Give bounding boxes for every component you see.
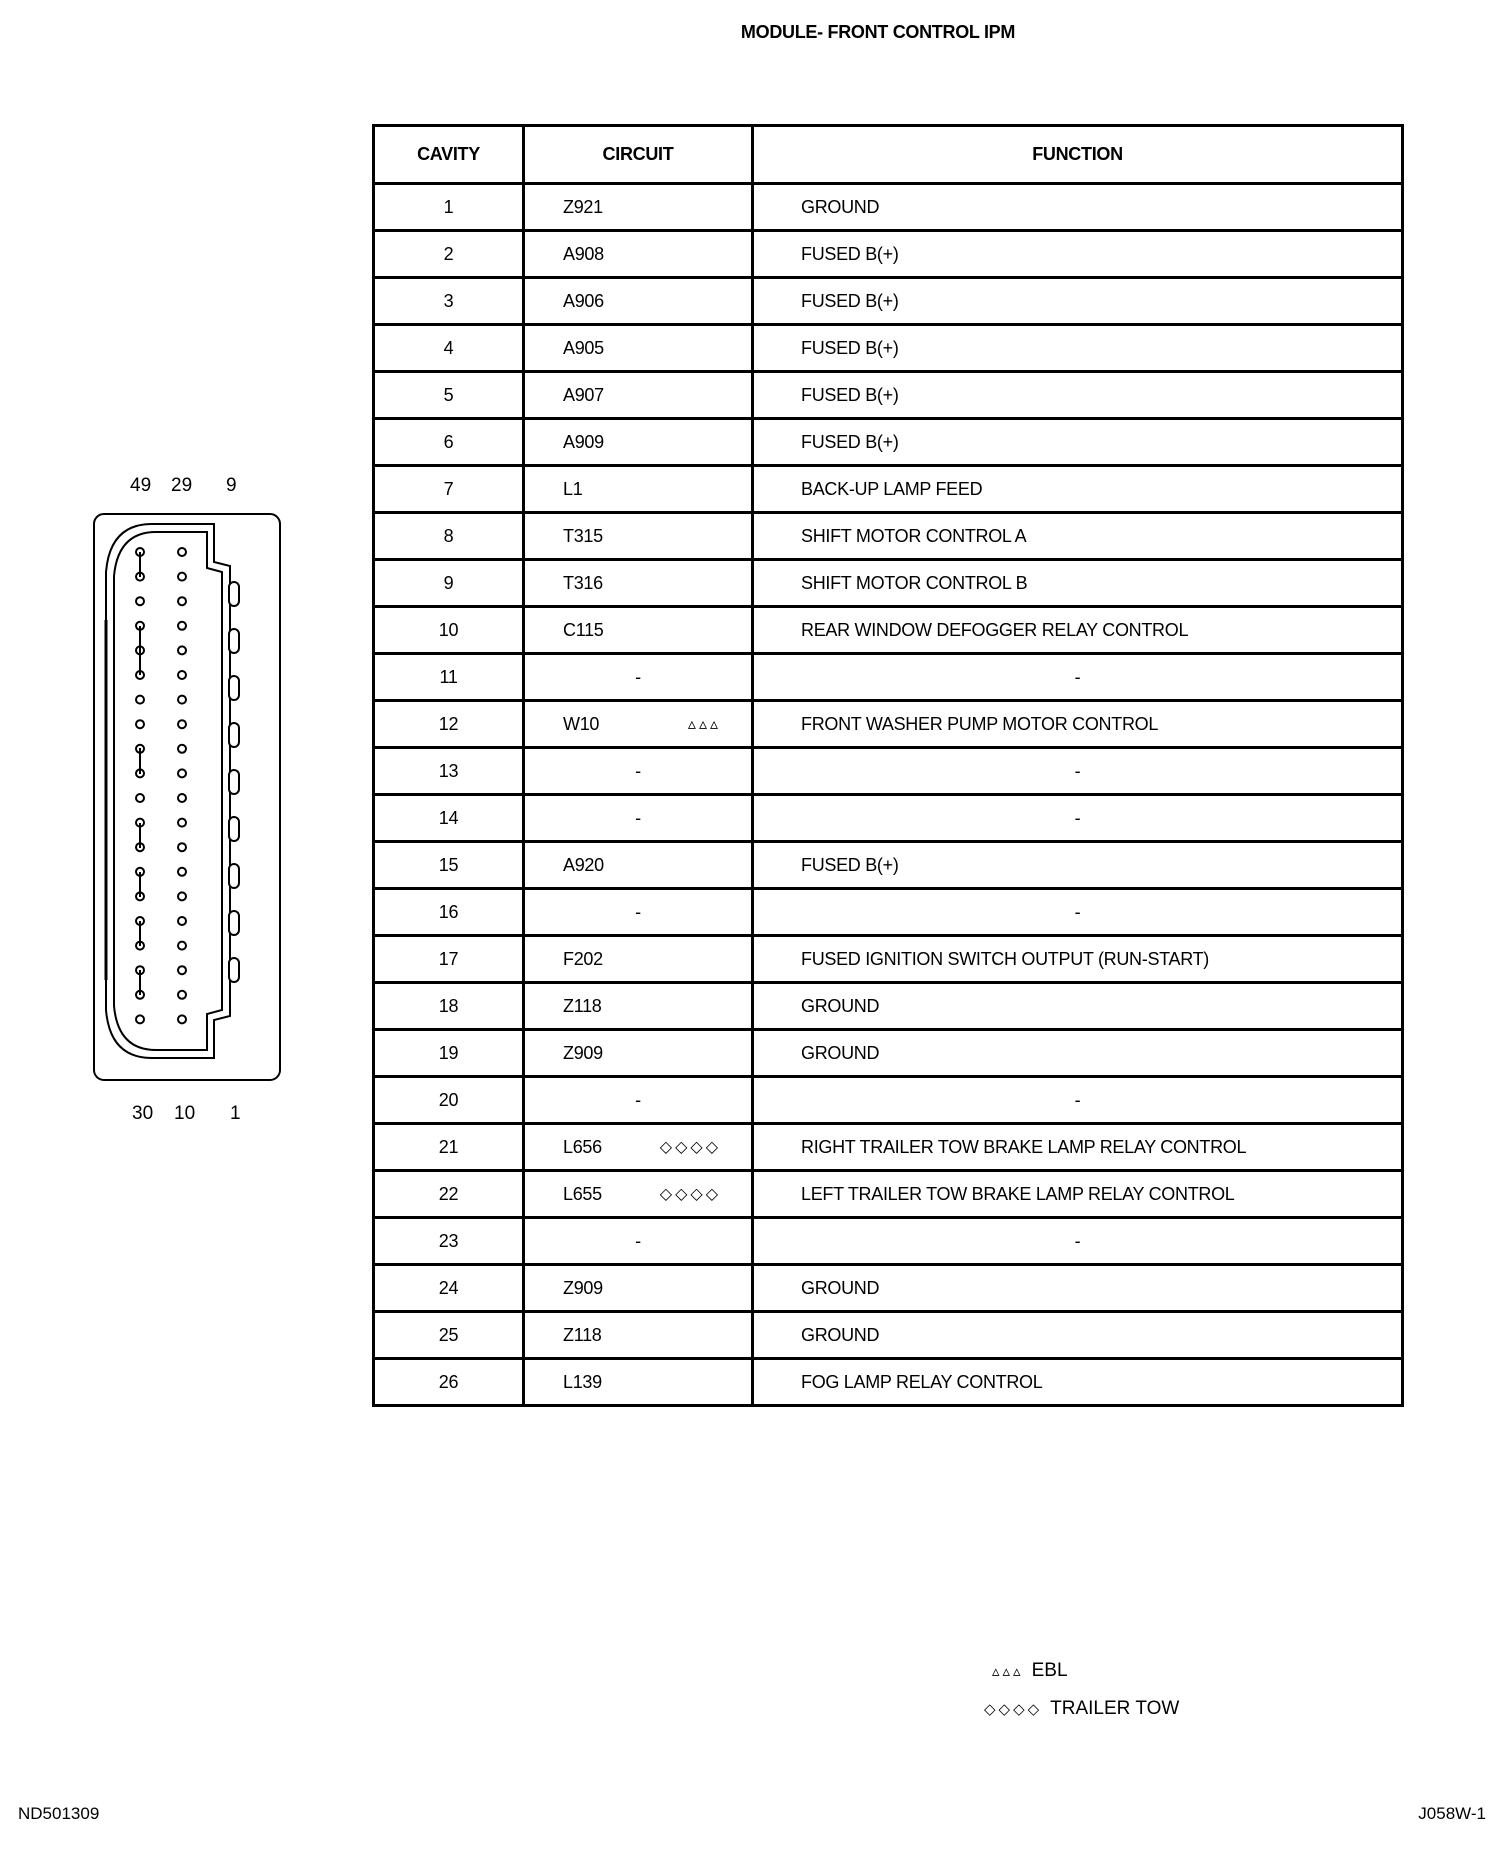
function-cell: - (753, 654, 1403, 701)
circuit-cell (524, 1218, 753, 1265)
trailer-tow-diamond-icon: ◇◇◇◇ (659, 1139, 721, 1156)
diamond-icon: ◇◇◇◇ (984, 1701, 1043, 1718)
cavity-cell: 22 (374, 1171, 524, 1218)
table-row (374, 936, 1403, 983)
circuit-cell (524, 889, 753, 936)
table-row (374, 983, 1403, 1030)
circuit-cell (524, 1265, 753, 1312)
circuit-code: T316 (563, 572, 603, 593)
triangle-icon: ▵▵▵ (992, 1663, 1024, 1680)
cavity-cell: 13 (374, 748, 524, 795)
connector-blade-terminal (229, 770, 239, 794)
connector-pin (178, 991, 186, 999)
connector-blade-terminal (229, 817, 239, 841)
connector-pin (178, 671, 186, 679)
table-row (374, 231, 1403, 278)
table-row (374, 1359, 1403, 1406)
circuit-code: L656 (563, 1136, 602, 1157)
circuit-cell (524, 607, 753, 654)
circuit-code: L139 (563, 1371, 602, 1392)
figure-id-left: ND501309 (18, 1804, 100, 1823)
function-cell: GROUND (753, 1265, 1403, 1312)
function-cell: SHIFT MOTOR CONTROL A (753, 513, 1403, 560)
circuit-cell (524, 466, 753, 513)
ebl-triangle-icon: ▵▵▵ (687, 716, 721, 733)
cavity-cell: 12 (374, 701, 524, 748)
connector-label-pin-1: 1 (230, 1103, 241, 1124)
connector-blade-terminal (229, 723, 239, 747)
table-row (374, 372, 1403, 419)
header-function: FUNCTION (753, 126, 1403, 184)
connector-inner-outline (106, 524, 230, 1058)
circuit-code: L1 (563, 478, 583, 499)
circuit-cell (524, 325, 753, 372)
circuit-code: Z118 (563, 995, 602, 1016)
circuit-code: Z921 (563, 196, 603, 217)
connector-pin (178, 573, 186, 581)
cavity-cell: 20 (374, 1077, 524, 1124)
circuit-cell (524, 1171, 753, 1218)
circuit-code: L655 (563, 1183, 602, 1204)
table-row (374, 1265, 1403, 1312)
table-row (374, 607, 1403, 654)
function-cell: SHIFT MOTOR CONTROL B (753, 560, 1403, 607)
connector-pin (178, 966, 186, 974)
table-row (374, 278, 1403, 325)
circuit-cell (524, 231, 753, 278)
table-row (374, 1218, 1403, 1265)
circuit-cell (524, 184, 753, 231)
function-cell: FUSED B(+) (753, 231, 1403, 278)
cavity-cell: 5 (374, 372, 524, 419)
cavity-cell: 2 (374, 231, 524, 278)
function-cell: FUSED B(+) (753, 325, 1403, 372)
connector-pin (178, 942, 186, 950)
table-row (374, 184, 1403, 231)
cavity-cell: 16 (374, 889, 524, 936)
cavity-cell: 11 (374, 654, 524, 701)
function-cell: FOG LAMP RELAY CONTROL (753, 1359, 1403, 1406)
circuit-code: W10 (563, 713, 600, 734)
connector-blade-terminal (229, 958, 239, 982)
cavity-cell: 24 (374, 1265, 524, 1312)
circuit-code: A909 (563, 431, 604, 452)
circuit-code: Z909 (563, 1277, 603, 1298)
cavity-cell: 19 (374, 1030, 524, 1077)
circuit-cell (524, 1312, 753, 1359)
circuit-cell (524, 1359, 753, 1406)
connector-pin (136, 1015, 144, 1023)
circuit-cell (524, 1124, 753, 1171)
diagram-title: MODULE- FRONT CONTROL IPM (740, 22, 1016, 42)
connector-pin (178, 769, 186, 777)
circuit-cell (524, 1030, 753, 1077)
function-cell: REAR WINDOW DEFOGGER RELAY CONTROL (753, 607, 1403, 654)
circuit-code: - (635, 1230, 641, 1251)
cavity-cell: 25 (374, 1312, 524, 1359)
figure-id-right: J058W-1 (1418, 1804, 1486, 1823)
connector-pin (178, 548, 186, 556)
table-row (374, 325, 1403, 372)
header-circuit: CIRCUIT (524, 126, 753, 184)
function-cell: FUSED B(+) (753, 842, 1403, 889)
circuit-code: A907 (563, 384, 604, 405)
circuit-code: A908 (563, 243, 604, 264)
cavity-cell: 21 (374, 1124, 524, 1171)
legend-item-ebl (992, 1660, 1068, 1682)
trailer-tow-diamond-icon: ◇◇◇◇ (659, 1186, 721, 1203)
circuit-cell (524, 560, 753, 607)
cavity-circuit-table (372, 124, 1404, 1407)
function-cell: - (753, 1218, 1403, 1265)
function-cell: FUSED B(+) (753, 372, 1403, 419)
connector-label-pin-10: 10 (174, 1103, 196, 1124)
function-cell: FRONT WASHER PUMP MOTOR CONTROL (753, 701, 1403, 748)
function-cell: - (753, 748, 1403, 795)
table-row (374, 560, 1403, 607)
connector-pin (178, 720, 186, 728)
cavity-cell: 17 (374, 936, 524, 983)
circuit-cell (524, 983, 753, 1030)
circuit-cell (524, 748, 753, 795)
cavity-cell: 10 (374, 607, 524, 654)
connector-label-pin-9: 9 (226, 475, 237, 496)
table-row (374, 513, 1403, 560)
header-cavity: CAVITY (374, 126, 524, 184)
circuit-cell (524, 842, 753, 889)
cavity-cell: 15 (374, 842, 524, 889)
circuit-code: - (635, 901, 641, 922)
table-row (374, 842, 1403, 889)
table-row (374, 1124, 1403, 1171)
table-row (374, 795, 1403, 842)
connector-pin (178, 794, 186, 802)
table-row (374, 1312, 1403, 1359)
cavity-cell: 23 (374, 1218, 524, 1265)
table-row (374, 748, 1403, 795)
connector-housing (94, 514, 280, 1080)
circuit-code: C115 (563, 619, 604, 640)
connector-pin (178, 597, 186, 605)
connector-pin (178, 819, 186, 827)
function-cell: FUSED IGNITION SWITCH OUTPUT (RUN-START) (753, 936, 1403, 983)
legend-item-trailer-tow (984, 1698, 1179, 1720)
circuit-code: - (635, 666, 641, 687)
table-row (374, 701, 1403, 748)
circuit-cell (524, 419, 753, 466)
legend-label: TRAILER TOW (1050, 1698, 1180, 1719)
table-row (374, 1030, 1403, 1077)
table-row (374, 419, 1403, 466)
cavity-cell: 7 (374, 466, 524, 513)
connector-blade-terminal (229, 864, 239, 888)
table-row (374, 1077, 1403, 1124)
circuit-code: T315 (563, 525, 603, 546)
table-row (374, 466, 1403, 513)
connector-label-pin-49: 49 (130, 475, 152, 496)
cavity-cell: 6 (374, 419, 524, 466)
function-cell: GROUND (753, 1030, 1403, 1077)
function-cell: GROUND (753, 1312, 1403, 1359)
circuit-cell (524, 1077, 753, 1124)
cavity-cell: 9 (374, 560, 524, 607)
function-cell: GROUND (753, 983, 1403, 1030)
connector-blade-terminal (229, 911, 239, 935)
circuit-cell (524, 372, 753, 419)
connector-pin (136, 696, 144, 704)
cavity-cell: 26 (374, 1359, 524, 1406)
table-row (374, 889, 1403, 936)
connector-label-pin-29: 29 (171, 475, 193, 496)
circuit-code: F202 (563, 948, 603, 969)
circuit-cell (524, 278, 753, 325)
connector-blade-terminal (229, 629, 239, 653)
cavity-cell: 3 (374, 278, 524, 325)
function-cell: LEFT TRAILER TOW BRAKE LAMP RELAY CONTROL (753, 1171, 1403, 1218)
function-cell: - (753, 889, 1403, 936)
function-cell: - (753, 1077, 1403, 1124)
connector-pin (178, 868, 186, 876)
connector-pin (178, 696, 186, 704)
cavity-cell: 4 (374, 325, 524, 372)
circuit-code: Z118 (563, 1324, 602, 1345)
cavity-cell: 1 (374, 184, 524, 231)
function-cell: RIGHT TRAILER TOW BRAKE LAMP RELAY CONTROL (753, 1124, 1403, 1171)
circuit-code: - (635, 760, 641, 781)
function-cell: GROUND (753, 184, 1403, 231)
connector-face-diagram (92, 510, 292, 1130)
connector-pin (136, 794, 144, 802)
connector-pin (178, 745, 186, 753)
connector-pin (178, 892, 186, 900)
circuit-cell (524, 936, 753, 983)
circuit-code: A906 (563, 290, 604, 311)
connector-pin (178, 1015, 186, 1023)
table-row (374, 654, 1403, 701)
connector-pin (178, 917, 186, 925)
connector-blade-terminal (229, 676, 239, 700)
cavity-cell: 14 (374, 795, 524, 842)
function-cell: FUSED B(+) (753, 278, 1403, 325)
circuit-code: - (635, 807, 641, 828)
connector-pin (178, 646, 186, 654)
function-cell: BACK-UP LAMP FEED (753, 466, 1403, 513)
connector-pin (178, 843, 186, 851)
cavity-cell: 8 (374, 513, 524, 560)
circuit-cell (524, 701, 753, 748)
table-header-row (374, 126, 1403, 184)
connector-pin (136, 720, 144, 728)
connector-pin (178, 622, 186, 630)
function-cell: - (753, 795, 1403, 842)
circuit-cell (524, 654, 753, 701)
circuit-code: - (635, 1089, 641, 1110)
circuit-cell (524, 795, 753, 842)
function-cell: FUSED B(+) (753, 419, 1403, 466)
connector-blade-terminal (229, 582, 239, 606)
connector-pin (136, 597, 144, 605)
circuit-code: A920 (563, 854, 604, 875)
legend-label: EBL (1031, 1660, 1068, 1681)
circuit-code: Z909 (563, 1042, 603, 1063)
table-row (374, 1171, 1403, 1218)
cavity-cell: 18 (374, 983, 524, 1030)
connector-label-pin-30: 30 (132, 1103, 154, 1124)
circuit-cell (524, 513, 753, 560)
circuit-code: A905 (563, 337, 604, 358)
